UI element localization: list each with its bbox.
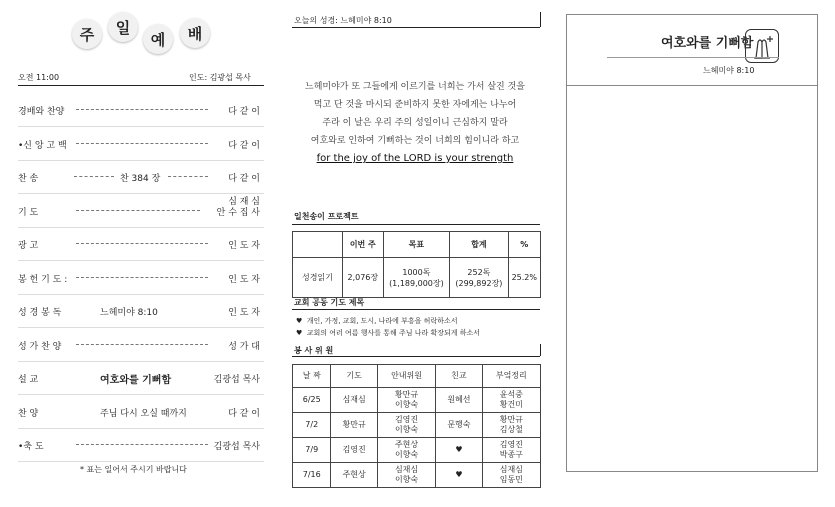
table-cell: 목표	[383, 232, 450, 258]
kitchen-name: 박종구	[499, 450, 523, 459]
usher-name: 이향숙	[394, 450, 419, 459]
table-row	[293, 413, 541, 438]
order-row	[18, 428, 264, 462]
table-cell	[482, 438, 540, 463]
title-char: 예	[143, 24, 173, 54]
order-person: 김광섭 목사	[213, 442, 260, 452]
table-header-row	[293, 365, 541, 388]
order-row	[18, 361, 264, 395]
table-cell: 7/2	[293, 413, 331, 438]
verse-line: 먹고 단 것을 마시되 준비하지 못한 자에게는 나누어	[313, 100, 517, 110]
order-label: 설 교	[18, 375, 39, 385]
leader-dots	[76, 344, 208, 345]
prayer-text: 개인, 가정, 교회, 도시, 나라에 부흥을 허락하소서	[306, 317, 458, 325]
table-cell	[482, 388, 540, 413]
order-detail: 느헤미야 8:10	[100, 308, 158, 318]
order-row	[18, 294, 264, 328]
leader-dots	[76, 277, 208, 278]
order-row	[18, 395, 264, 429]
order-detail: 여호와를 기뻐함	[100, 375, 172, 386]
table-cell: 25.2%	[508, 258, 540, 298]
verse-line: 주라 이 날은 우리 주의 성일이니 근심하지 말라	[322, 118, 508, 128]
table-cell: 친교	[436, 365, 482, 388]
table-cell: 7/9	[293, 438, 331, 463]
order-person: 다 같 이	[228, 140, 260, 151]
leader-dots	[76, 210, 200, 211]
title-char: 일	[108, 12, 138, 42]
goal-value: 1000독	[402, 267, 431, 277]
service-leader: 인도: 김광섭 목사	[189, 73, 251, 82]
table-cell: 심재심	[331, 388, 377, 413]
order-row	[18, 93, 264, 127]
table-cell: 황만규	[331, 413, 377, 438]
row-divider	[18, 461, 264, 462]
table-row	[293, 438, 541, 463]
order-label: 찬 송	[18, 174, 39, 184]
usher-name: 황만규	[394, 390, 419, 399]
heart-icon: ♥	[296, 317, 307, 325]
order-person: 인 도 자	[228, 274, 260, 285]
prayer-text: 교회의 여러 여름 행사를 통해 주님 나라 확장되게 하소서	[306, 329, 481, 337]
kitchen-name: 황건미	[499, 400, 523, 409]
servants-title: 봉 사 위 원	[294, 346, 334, 355]
verse-line: 느헤미야가 또 그들에게 이르기를 너희는 가서 살진 것을	[305, 82, 525, 92]
kitchen-name: 김영진	[499, 440, 523, 449]
table-cell	[377, 438, 435, 463]
divider	[567, 85, 817, 86]
sermon-panel	[566, 14, 818, 472]
table-row	[293, 463, 541, 488]
divider	[540, 344, 541, 356]
order-person: 다 같 이	[228, 408, 260, 419]
order-detail: 찬 384 장	[120, 174, 161, 184]
leader-dots	[76, 109, 208, 110]
order-person: 다 같 이	[228, 174, 260, 184]
order-label: 찬 양	[18, 408, 39, 419]
table-cell	[377, 413, 435, 438]
divider	[292, 27, 540, 28]
table-cell: 원혜선	[436, 388, 482, 413]
leader-dots	[76, 243, 208, 244]
order-label: 성 경 봉 독	[18, 308, 62, 318]
table-cell: ♥	[436, 463, 482, 488]
table-cell: 문행숙	[436, 413, 482, 438]
usher-name: 심재심	[394, 465, 419, 474]
table-cell: ♥	[436, 438, 482, 463]
usher-name: 김영진	[394, 415, 419, 424]
table-row	[293, 258, 541, 298]
table-cell	[377, 388, 435, 413]
table-cell	[450, 258, 508, 298]
divider	[18, 85, 264, 86]
footnote: * 표는 일어서 주시기 바랍니다	[80, 465, 187, 474]
table-cell: %	[508, 232, 540, 258]
order-label: 기 도	[18, 207, 39, 218]
divider	[607, 57, 779, 58]
table-cell: 기도	[331, 365, 377, 388]
order-person: 성 가 대	[228, 341, 260, 352]
table-cell: 안내위원	[377, 365, 435, 388]
table-cell	[293, 232, 343, 258]
sermon-subtitle: 느헤미야 8:10	[703, 66, 755, 75]
table-cell: 이번 주	[343, 232, 384, 258]
kitchen-name: 임동민	[499, 475, 523, 484]
order-label: 광 고	[18, 241, 39, 251]
heart-icon: ♥	[296, 329, 307, 337]
table-cell: 김영진	[331, 438, 377, 463]
order-person: 인 도 자	[228, 241, 260, 251]
usher-name: 이향숙	[394, 400, 419, 409]
leader-dots	[76, 143, 208, 144]
order-row	[18, 127, 264, 161]
order-label: 봉 헌 기 도 :	[18, 274, 68, 285]
table-cell: 부엌정리	[482, 365, 540, 388]
table-row	[293, 388, 541, 413]
prayer-list	[296, 315, 480, 339]
order-detail: 주님 다시 오실 때까지	[100, 408, 187, 419]
list-item	[296, 315, 480, 327]
table-cell: 성경읽기	[293, 258, 343, 298]
order-label: 성 가 찬 양	[18, 341, 62, 352]
usher-name: 이향숙	[394, 425, 419, 434]
servant-rows	[293, 388, 541, 488]
usher-name: 이향숙	[394, 475, 419, 484]
verse-header: 오늘의 성경: 느헤미야 8:10	[294, 16, 392, 25]
order-label: 경배와 찬양	[18, 107, 65, 117]
table-cell: 2,076장	[343, 258, 384, 298]
table-cell	[377, 463, 435, 488]
project-title: 일천송이 프로젝트	[294, 212, 359, 221]
table-cell: 7/16	[293, 463, 331, 488]
order-person-line: 심 재 심	[228, 196, 260, 207]
project-table	[292, 231, 541, 298]
kitchen-name: 황만규	[499, 415, 523, 424]
table-cell	[482, 463, 540, 488]
order-row	[18, 160, 264, 194]
verse-english: for the joy of the LORD is your strength	[316, 153, 514, 164]
order-person: 김광섭 목사	[213, 375, 260, 385]
kitchen-name: 심재심	[499, 465, 523, 474]
leader-dots	[168, 176, 208, 177]
order-row	[18, 194, 264, 228]
table-cell	[482, 413, 540, 438]
divider	[292, 224, 540, 225]
sermon-title: 여호와를 기뻐함	[661, 36, 754, 51]
servants-table	[292, 364, 541, 488]
usher-name: 주현상	[394, 440, 419, 449]
verse-text	[290, 78, 540, 168]
table-header-row	[293, 232, 541, 258]
divider	[540, 12, 541, 27]
prayer-title: 교회 공동 기도 제목	[294, 298, 365, 307]
divider	[292, 309, 540, 310]
kitchen-name: 김상철	[499, 425, 523, 434]
total-value: 252독	[467, 267, 491, 277]
title-char: 주	[72, 19, 102, 49]
title-char: 배	[180, 18, 210, 48]
verse-line: 여호와로 인하여 기뻐하는 것이 너희의 힘이니라 하고	[310, 136, 520, 146]
list-item	[296, 327, 480, 339]
leader-dots	[74, 176, 114, 177]
kitchen-name: 윤석중	[499, 390, 523, 399]
order-person: 다 같 이	[228, 107, 260, 117]
order-person: 인 도 자	[228, 308, 260, 318]
service-time: 오전 11:00	[18, 73, 60, 82]
order-person-line: 안 수 집 사	[216, 207, 260, 218]
table-cell: 주현상	[331, 463, 377, 488]
table-cell: 합계	[450, 232, 508, 258]
order-row	[18, 227, 264, 261]
goal-sub: (1,189,000장)	[389, 278, 444, 288]
leader-dots	[76, 444, 208, 445]
divider	[292, 356, 540, 357]
order-label: •축 도	[18, 442, 44, 452]
table-cell	[383, 258, 450, 298]
order-person	[217, 197, 260, 219]
order-row	[18, 261, 264, 295]
order-label: •신 앙 고 백	[18, 140, 67, 151]
total-sub: (299,892장)	[455, 278, 503, 288]
table-cell: 날 짜	[293, 365, 331, 388]
order-row	[18, 328, 264, 362]
table-cell: 6/25	[293, 388, 331, 413]
